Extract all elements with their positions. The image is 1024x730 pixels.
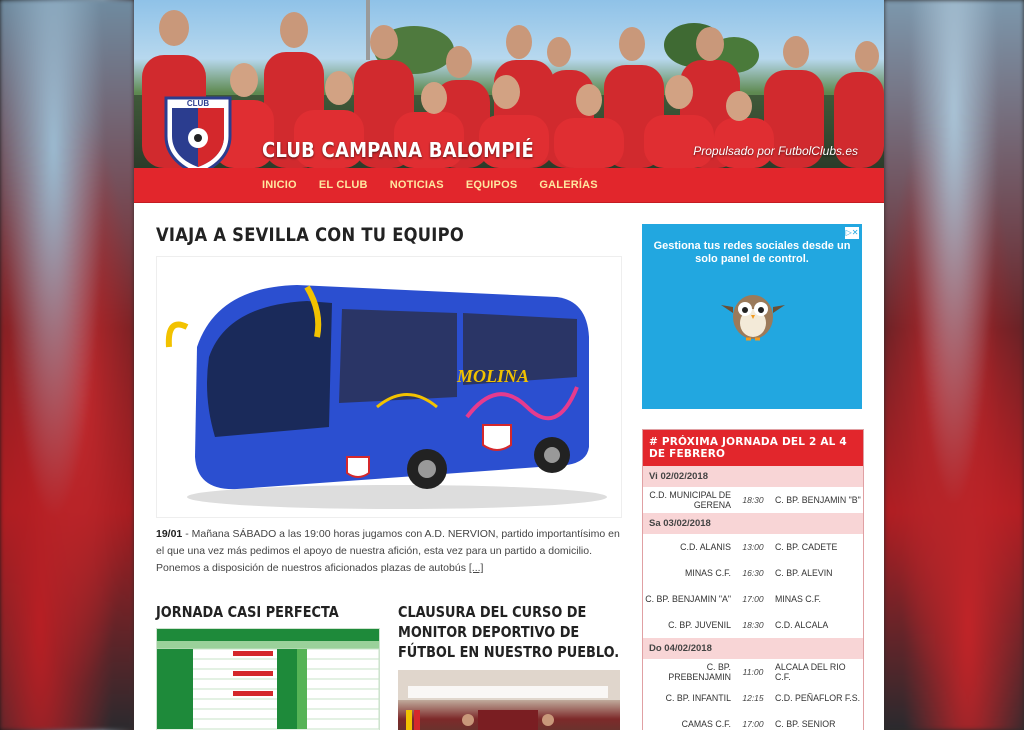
owl-mascot-icon (718, 279, 788, 349)
home-team: C. BP. INFANTIL (665, 693, 731, 703)
read-more-link[interactable]: [...] (468, 562, 484, 574)
header-banner (134, 0, 884, 168)
kickoff-time: 18:30 (742, 495, 764, 505)
main-nav (134, 168, 884, 203)
site-title[interactable]: CLUB CAMPANA BALOMPIÉ (262, 138, 535, 162)
away-team: C.D. PEÑAFLOR F.S. (775, 693, 861, 703)
blurred-background-left (0, 0, 134, 730)
fixtures-widget (642, 429, 864, 730)
sidebar (642, 224, 862, 730)
post-thumbnail-schedule[interactable] (156, 628, 380, 730)
post-date: 19/01 (156, 528, 183, 540)
away-team: C. BP. CADETE (775, 542, 838, 552)
away-team: C.D. ALCALA (775, 620, 829, 630)
home-team: CAMAS C.F. (681, 719, 731, 729)
post-title[interactable]: CLAUSURA DEL CURSO DE MONITOR DEPORTIVO DE FÚTBOL EN NUESTRO PUEBLO. (398, 603, 620, 661)
main-content (156, 224, 620, 577)
nav-item-el-club[interactable]: EL CLUB (318, 179, 368, 191)
home-team: C. BP. BENJAMIN "A" (645, 594, 731, 604)
kickoff-time: 13:00 (742, 542, 764, 552)
svg-text:CLUB: CLUB (186, 99, 210, 108)
fixture-day: Do 04/02/2018 (643, 638, 863, 659)
away-team: ALCALA DEL RIO C.F. (775, 662, 846, 682)
away-team: C. BP. ALEVIN (775, 568, 833, 578)
nav-item-noticias[interactable]: NOTICIAS (389, 179, 444, 191)
bus-image (157, 257, 621, 517)
fixture-day: Vi 02/02/2018 (643, 466, 863, 487)
kickoff-time: 16:30 (742, 568, 764, 578)
post-title[interactable]: JORNADA CASI PERFECTA (156, 603, 339, 621)
nav-item-galerias[interactable]: GALERÍAS (539, 179, 598, 191)
post-card (398, 602, 620, 662)
fixture-row (643, 586, 863, 612)
kickoff-time: 17:00 (742, 594, 764, 604)
event-photo (398, 670, 620, 730)
home-team: C.D. MUNICIPAL DE GERENA (649, 490, 731, 510)
club-crest-logo[interactable] (162, 94, 234, 168)
fixture-row (643, 487, 863, 513)
away-team: C. BP. BENJAMIN "B" (775, 495, 861, 505)
kickoff-time: 17:00 (742, 719, 764, 729)
kickoff-time: 12:15 (742, 693, 764, 703)
kickoff-time: 18:30 (742, 620, 764, 630)
away-team: MINAS C.F. (775, 594, 821, 604)
excerpt-text: - Mañana SÁBADO a las 19:00 horas jugamos con A.D. NERVION, partido importantísimo en el que una vez más pedimos el apoyo de nuestra afición, esta vez para un partido a domicilio. Ponemos a disposición de nuestros aficionados plazas de autobús (156, 528, 620, 574)
kickoff-time: 11:00 (742, 667, 764, 677)
featured-image[interactable] (156, 256, 622, 518)
blurred-background-right (884, 0, 1024, 730)
svg-text:MOLINA: MOLINA (457, 366, 530, 386)
home-team: C.D. ALANIS (680, 542, 731, 552)
away-team: C. BP. SENIOR (775, 719, 836, 729)
nav-item-inicio[interactable]: INICIO (262, 179, 297, 191)
schedule-image (157, 629, 379, 730)
home-team: MINAS C.F. (685, 568, 731, 578)
featured-excerpt (156, 526, 620, 577)
powered-by-text[interactable]: Propulsado por FutbolClubs.es (693, 144, 858, 158)
page (134, 0, 884, 730)
fixture-row (643, 612, 863, 638)
home-team: C. BP. PREBENJAMIN (668, 662, 731, 682)
featured-post-title[interactable]: VIAJA A SEVILLA CON TU EQUIPO (156, 224, 465, 246)
nav-item-equipos[interactable]: EQUIPOS (465, 179, 518, 191)
post-thumbnail-photo[interactable] (398, 670, 620, 730)
fixture-row (643, 534, 863, 560)
fixture-row (643, 560, 863, 586)
fixture-row (643, 711, 863, 730)
fixture-day: Sa 03/02/2018 (643, 513, 863, 534)
advertisement[interactable] (642, 224, 862, 409)
post-card (156, 602, 378, 622)
home-team: C. BP. JUVENIL (668, 620, 731, 630)
fixture-row (643, 685, 863, 711)
ad-choices-icon[interactable]: ▷✕ (845, 228, 859, 237)
fixture-row (643, 659, 863, 685)
fixtures-heading: # PRÓXIMA JORNADA DEL 2 AL 4 DE FEBRERO (643, 430, 863, 466)
ad-text: Gestiona tus redes sociales desde un solo panel de control. (653, 240, 851, 265)
